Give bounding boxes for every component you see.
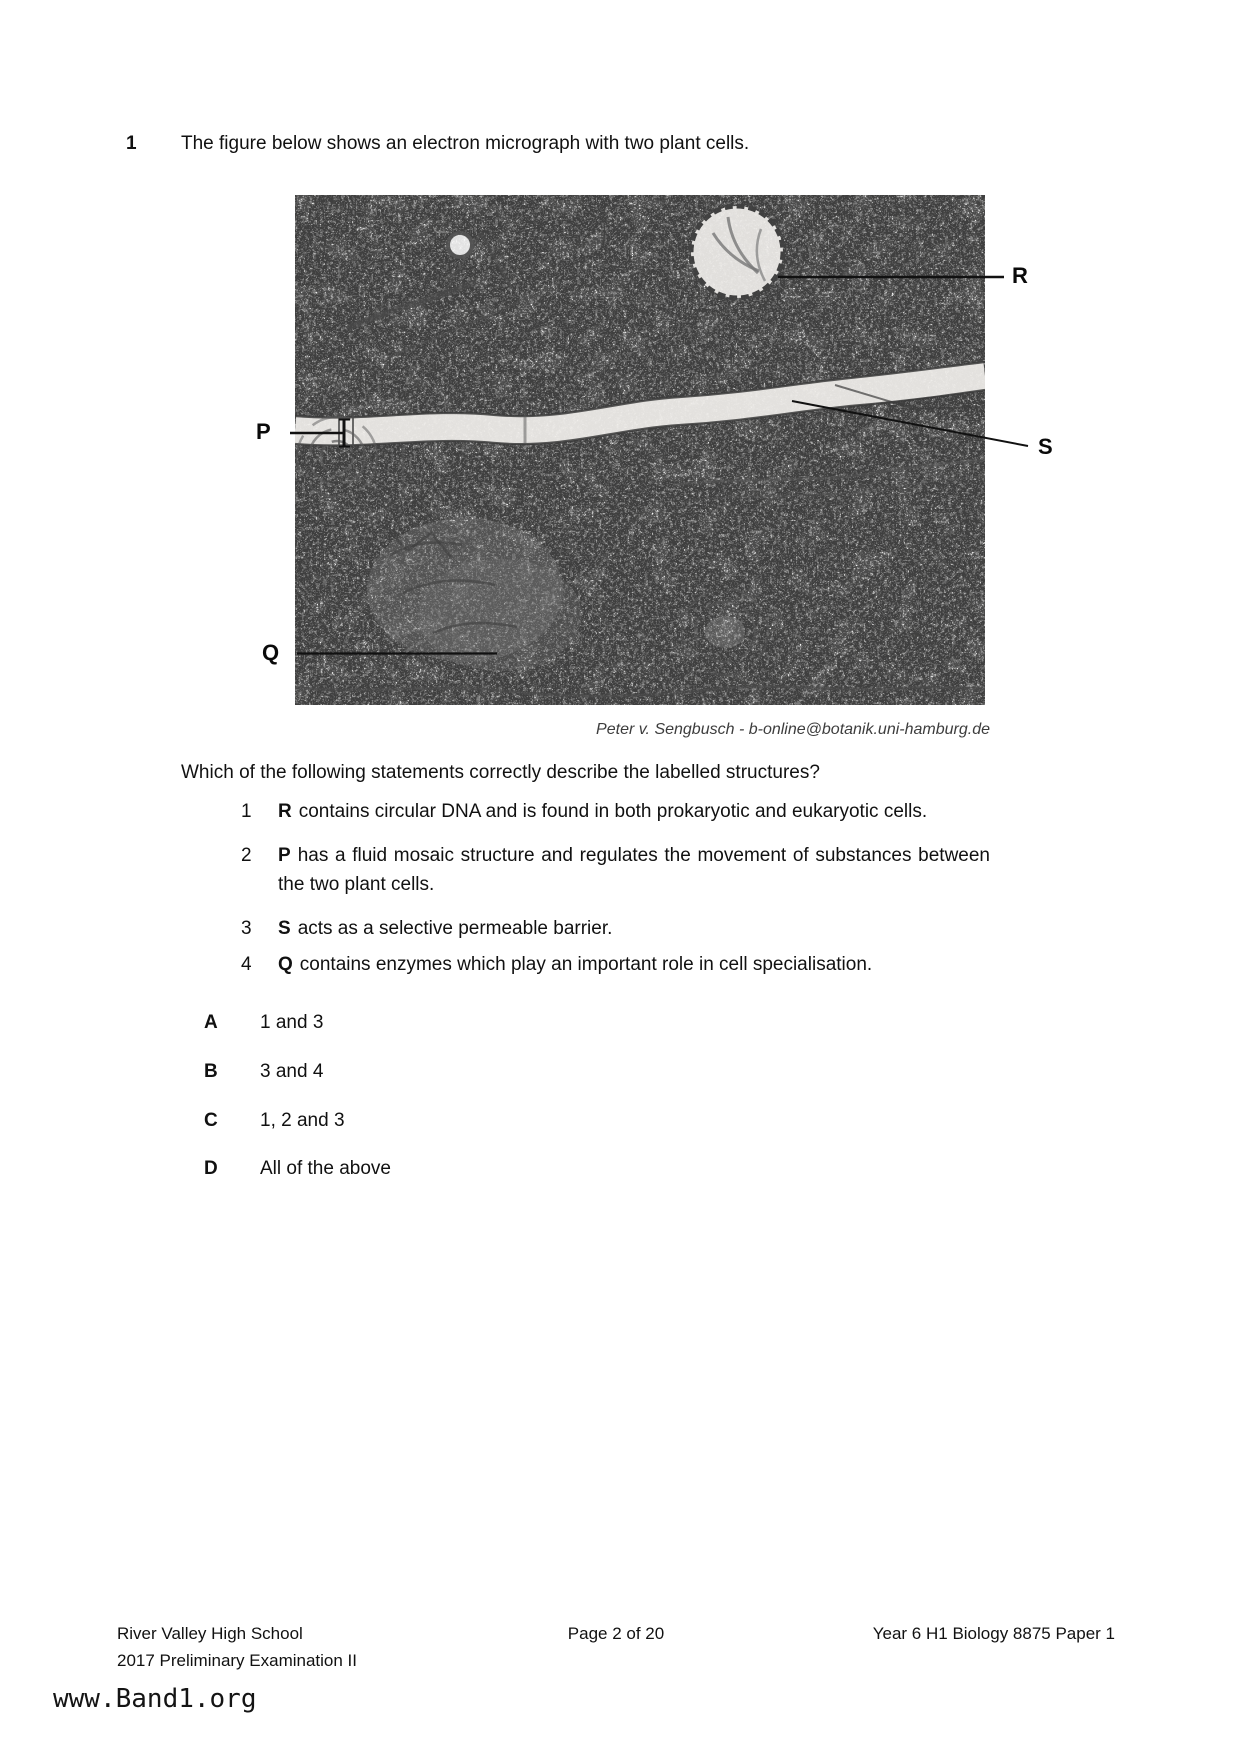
page-footer [117,1623,1115,1645]
mitochondrion [691,206,783,298]
statement-1 [241,797,990,826]
option-d-text: All of the above [260,1158,391,1179]
structure-label-p: P [256,419,271,444]
statement-4-text [278,950,990,979]
electron-micrograph-image [295,195,985,705]
statement-4-body: contains enzymes which play an important role in cell specialisation. [299,954,873,975]
footer-exam-title: 2017 Preliminary Examination II [117,1651,358,1670]
question-stem: Which of the following statements correctly describe the labelled structures? [181,762,820,783]
footer-paper-title: Year 6 H1 Biology 8875 Paper 1 [872,1624,1116,1643]
statement-3-subject: S [278,918,291,939]
statement-3-number: 3 [241,918,252,939]
electron-micrograph-figure [295,195,985,705]
option-b-letter: B [204,1061,218,1082]
option-d [204,1156,391,1181]
statement-1-subject: R [278,801,292,822]
watermark-url: www.Band1.org [53,1684,257,1714]
statement-3-body: acts as a selective permeable barrier. [297,918,613,939]
statement-2-subject: P [278,845,291,866]
statement-2-number: 2 [241,845,252,866]
statement-4-subject: Q [278,954,293,975]
figure-attribution: Peter v. Sengbusch - b-online@botanik.uni-hamburg.de [596,721,990,738]
statement-4-number: 4 [241,954,252,975]
structure-label-q: Q [262,640,280,665]
statement-2-text [278,841,990,899]
option-c-letter: C [204,1110,218,1131]
option-b [204,1059,323,1084]
footer-page-number: Page 2 of 20 [567,1624,665,1643]
statement-3-text [278,914,990,943]
statement-1-body: contains circular DNA and is found in both prokaryotic and eukaryotic cells. [298,801,928,822]
option-a-letter: A [204,1012,218,1033]
statement-2 [241,841,990,899]
option-c [204,1108,345,1133]
statement-1-text [278,797,990,826]
question-number: 1 [126,133,137,154]
footer-school: River Valley High School [117,1624,303,1643]
option-d-letter: D [204,1158,218,1179]
statement-3 [241,914,990,943]
option-c-text: 1, 2 and 3 [260,1110,345,1131]
structure-label-s: S [1038,434,1053,459]
option-b-text: 3 and 4 [260,1061,324,1082]
statement-4 [241,950,990,979]
option-a-text: 1 and 3 [260,1012,324,1033]
statement-2-body: has a fluid mosaic structure and regulates the movement of substances between the two plant cells. [278,845,990,895]
vesicle-ring [448,233,472,257]
structure-label-r: R [1012,263,1028,288]
statement-1-number: 1 [241,801,252,822]
option-a [204,1010,323,1035]
question-text: The figure below shows an electron micrograph with two plant cells. [181,133,750,154]
